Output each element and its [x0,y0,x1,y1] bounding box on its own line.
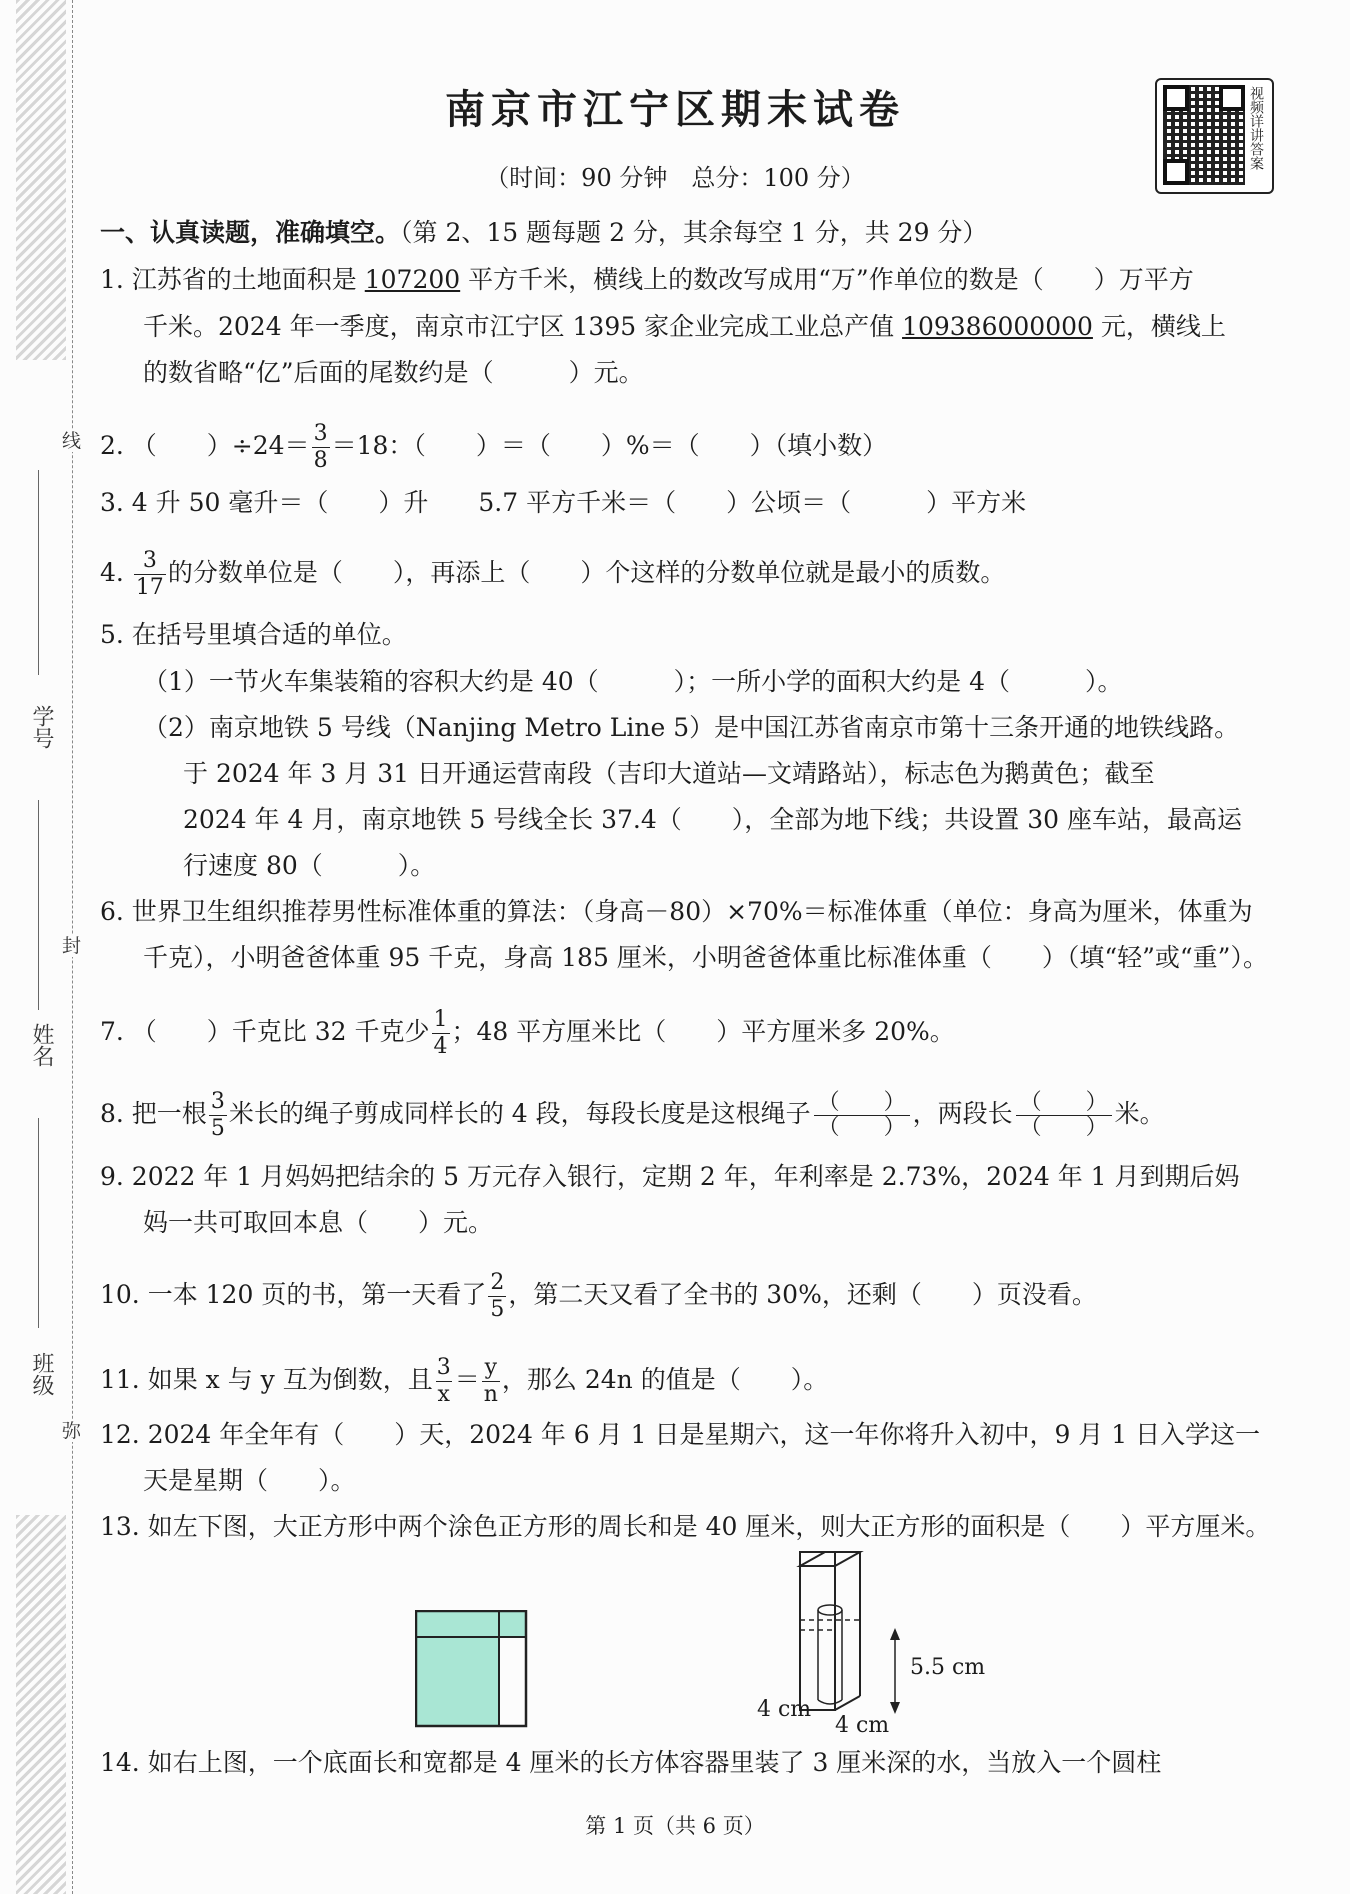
question-5-part-1: （1）一节火车集装箱的容积大约是 40（ ）；一所小学的面积大约是 4（ ）。 [143,667,1123,696]
fraction: $\frac{y}{n}$ [483,1355,498,1407]
question-10: 10. 一本 120 页的书，第一天看了 $\frac{2}{5}$ ，第二天又看了全书的 30%，还剩（ ）页没看。 [100,1270,1097,1322]
question-5-part-2-line-1: （2）南京地铁 5 号线（Nanjing Metro Line 5）是中国江苏省南京市第十三条开通的地铁线路。 [143,713,1240,742]
fraction: $\frac{2}{5}$ [490,1270,505,1322]
question-5-part-2-line-3: 2024 年 4 月，南京地铁 5 号线全长 37.4（ ），全部为地下线；共设置 30 座车站，最高运 [183,805,1242,834]
class-label: 班级 [29,1352,54,1396]
question-9-line-2: 妈一共可取回本息（ ）元。 [143,1208,494,1237]
question-1-line-2: 千米。2024 年一季度，南京市江宁区 1395 家企业完成工业总产值 109386000000 元，横线上 [143,312,1226,341]
name-label: 姓名 [29,1023,54,1067]
fraction: $\frac{3}{x}$ [436,1355,451,1407]
question-1-line-1: 1. 江苏省的土地面积是 107200 平方千米，横线上的数改写成用“万”作单位的数是（ ）万平方 [100,265,1194,294]
shaded-square-small [499,1610,526,1637]
question-7: 7. （ ）千克比 32 千克少 $\frac{1}{4}$ ；48 平方厘米比（ ）平方厘米多 20%。 [100,1007,955,1059]
question-1-line-3: 的数省略“亿”后面的尾数约是（ ）元。 [143,358,644,387]
section-heading: 一、认真读题，准确填空。（第 2、15 题每题 2 分，其余每空 1 分，共 29 分） [100,218,988,247]
question-13: 13. 如左下图，大正方形中两个涂色正方形的周长和是 40 厘米，则大正方形的面积是（ ）平方厘米。 [100,1512,1271,1541]
fraction: $\frac{3}{17}$ [135,548,164,600]
student-id-line [38,470,39,675]
qr-caption: 视频详讲答案 [1248,86,1264,170]
page-subtitle: （时间：90 分钟 总分：100 分） [485,164,865,192]
question-4: 4. $\frac{3}{17}$ 的分数单位是（ ），再添上（ ）个这样的分数单位就是最小的质数。 [100,548,1006,600]
question-3: 3. 4 升 50 毫升＝（ ）升 5.7 平方千米＝（ ）公顷＝（ ）平方米 [100,488,1027,517]
question-12-line-1: 12. 2024 年全年有（ ）天，2024 年 6 月 1 日是星期六，这一年你将升入初中，9 月 1 日入学这一 [100,1420,1261,1449]
question-9-line-1: 9. 2022 年 1 月妈妈把结余的 5 万元存入银行，定期 2 年，年利率是 2.73%，2024 年 1 月到期后妈 [100,1162,1240,1191]
length-label: 4 cm [835,1713,890,1738]
question-5-part-2-line-4: 行速度 80（ ）。 [183,851,436,880]
question-12-line-2: 天是星期（ ）。 [143,1466,356,1495]
blank-fraction: （ ） （ ） [814,1091,910,1140]
page-title: 南京市江宁区期末试卷 [445,86,905,133]
fraction: $\frac{1}{4}$ [433,1007,448,1059]
question-5-part-2-line-2: 于 2024 年 3 月 31 日开通运营南段（吉印大道站—文靖路站），标志色为鹅黄色；截至 [183,759,1155,788]
question-5-stem: 5. 在括号里填合适的单位。 [100,620,407,649]
width-label: 4 cm [757,1697,812,1722]
student-id-label: 学号 [29,705,54,749]
fraction: $\frac{3}{8}$ [313,421,328,473]
fraction: $\frac{3}{5}$ [210,1089,225,1141]
binding-mark-mi: 弥 [62,1420,82,1442]
binding-mark-feng: 封 [62,935,82,957]
binding-mark-xian: 线 [62,430,82,452]
question-6-line-1: 6. 世界卫生组织推荐男性标准体重的算法：（身高－80）×70%＝标准体重（单位：身高为厘米，体重为 [100,897,1253,926]
question-8: 8. 把一根 $\frac{3}{5}$ 米长的绳子剪成同样长的 4 段，每段长度是这根绳子 （ ） （ ） ，两段长 （ ） （ ） 米。 [100,1089,1165,1141]
shaded-square-large [415,1610,499,1726]
height-label: 5.5 cm [910,1655,986,1680]
question-6-line-2: 千克），小明爸爸体重 95 千克，身高 185 厘米，小明爸爸体重比标准体重（ ）（填“轻”或“重”）。 [143,943,1268,972]
container-figure [745,1550,1025,1738]
square-figure [415,1610,530,1730]
blank-fraction: （ ） （ ） [1016,1091,1112,1140]
qr-code-icon [1163,85,1245,185]
question-14: 14. 如右上图，一个底面长和宽都是 4 厘米的长方体容器里装了 3 厘米深的水，当放入一个圆柱 [100,1748,1162,1777]
qr-code[interactable] [1155,78,1274,194]
question-11: 11. 如果 x 与 y 互为倒数，且 $\frac{3}{x}$ ＝ $\frac{y}{n}$ ，那么 24n 的值是（ ）。 [100,1355,829,1407]
name-line [38,800,39,1010]
class-line [38,1118,39,1328]
page-footer: 第 1 页（共 6 页） [585,1814,765,1838]
question-2: 2. （ ）÷24＝ $\frac{3}{8}$ ＝18：（ ）＝（ ）%＝（ ）（填小数） [100,421,888,473]
